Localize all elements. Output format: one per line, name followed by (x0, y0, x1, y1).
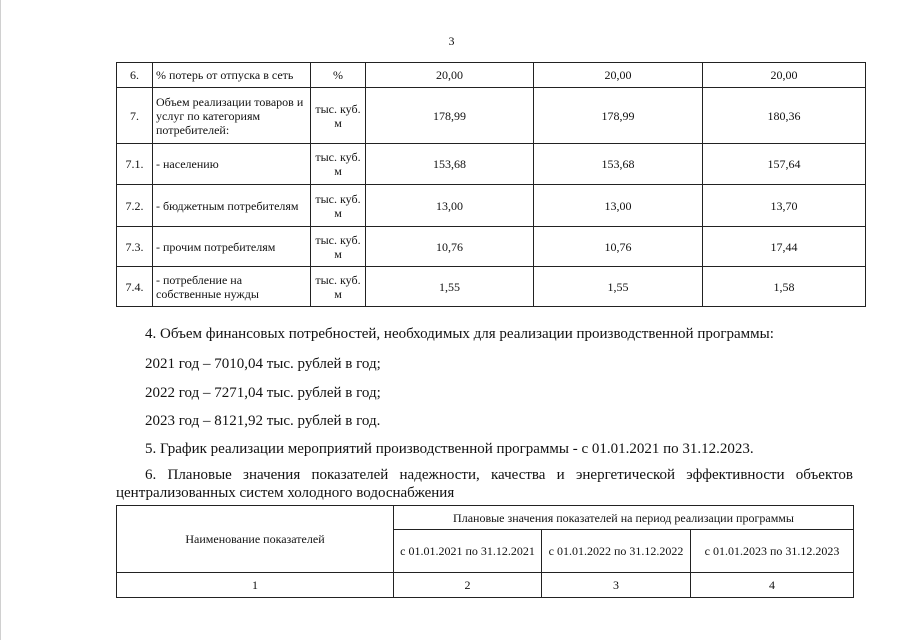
value-2022: 13,00 (534, 185, 703, 227)
row-number: 6. (117, 63, 153, 88)
table-row (117, 88, 866, 144)
unit: тыс. куб. м (311, 227, 366, 267)
row-number: 7.3. (117, 227, 153, 267)
indicator-name: - бюджетным потребителям (153, 185, 311, 227)
name-header: Наименование показателей (117, 506, 394, 573)
indicator-name: - населению (153, 144, 311, 185)
value-2023: 1,58 (703, 267, 866, 307)
unit: тыс. куб. м (311, 185, 366, 227)
value-2021: 178,99 (366, 88, 534, 144)
value-2022: 1,55 (534, 267, 703, 307)
section-4-heading: 4. Объем финансовых потребностей, необходимых для реализации производственной программы: (145, 326, 774, 342)
indicator-name: Объем реализации товаров и услуг по категориям потребителей: (153, 88, 311, 144)
column-number: 1 (117, 573, 394, 598)
unit: тыс. куб. м (311, 88, 366, 144)
period-2022: с 01.01.2022 по 31.12.2022 (542, 530, 691, 573)
table-header-row (117, 506, 854, 530)
column-number-row (117, 573, 854, 598)
table-row (117, 227, 866, 267)
value-2023: 157,64 (703, 144, 866, 185)
value-2022: 10,76 (534, 227, 703, 267)
value-2022: 178,99 (534, 88, 703, 144)
page-number: 3 (448, 34, 455, 48)
value-2021: 13,00 (366, 185, 534, 227)
section-6-line-2: централизованных систем холодного водоснабжения (116, 485, 455, 501)
section-6-heading (116, 466, 853, 502)
column-number: 3 (542, 573, 691, 598)
value-2023: 17,44 (703, 227, 866, 267)
value-2023: 20,00 (703, 63, 866, 88)
unit: тыс. куб. м (311, 267, 366, 307)
value-2023: 13,70 (703, 185, 866, 227)
table-row (117, 63, 866, 88)
planned-values-table (116, 505, 854, 598)
value-2021: 1,55 (366, 267, 534, 307)
indicators-table (116, 62, 866, 307)
period-2023: с 01.01.2023 по 31.12.2023 (691, 530, 854, 573)
value-2022: 153,68 (534, 144, 703, 185)
unit: тыс. куб. м (311, 144, 366, 185)
indicator-name: % потерь от отпуска в сеть (153, 63, 311, 88)
finance-2023: 2023 год – 8121,92 тыс. рублей в год. (145, 413, 381, 429)
unit: % (311, 63, 366, 88)
scan-edge-line (0, 0, 1, 640)
section-5-schedule: 5. График реализации мероприятий производственной программы - с 01.01.2021 по 31.12.2023. (145, 441, 754, 457)
row-number: 7. (117, 88, 153, 144)
indicator-name: - потребление на собственные нужды (153, 267, 311, 307)
row-number: 7.4. (117, 267, 153, 307)
group-header: Плановые значения показателей на период реализации программы (394, 506, 854, 530)
section-6-line-1: 6. Плановые значения показателей надежности, качества и энергетической эффективности объектов (145, 467, 853, 483)
value-2023: 180,36 (703, 88, 866, 144)
table-row (117, 185, 866, 227)
table-row (117, 267, 866, 307)
period-2021: с 01.01.2021 по 31.12.2021 (394, 530, 542, 573)
value-2021: 153,68 (366, 144, 534, 185)
value-2022: 20,00 (534, 63, 703, 88)
value-2021: 10,76 (366, 227, 534, 267)
row-number: 7.1. (117, 144, 153, 185)
finance-2022: 2022 год – 7271,04 тыс. рублей в год; (145, 385, 381, 401)
column-number: 2 (394, 573, 542, 598)
column-number: 4 (691, 573, 854, 598)
indicator-name: - прочим потребителям (153, 227, 311, 267)
value-2021: 20,00 (366, 63, 534, 88)
finance-2021: 2021 год – 7010,04 тыс. рублей в год; (145, 356, 381, 372)
row-number: 7.2. (117, 185, 153, 227)
table-row (117, 144, 866, 185)
